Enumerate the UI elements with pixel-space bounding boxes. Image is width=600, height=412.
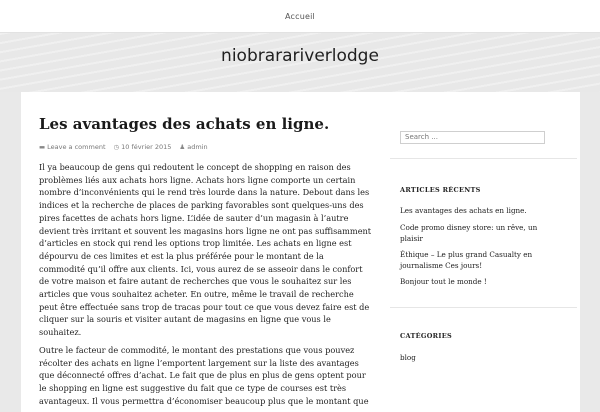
post-date[interactable] [114,143,172,151]
post-paragraph: Outre le facteur de commodité, le montant des prestations que vous pouvez récolter des achats en ligne l’emportent largement sur la liste des avantages que déconnecté offres d’achat. Le fait que de plus en plus de gens optent pour le shopping en ligne est suggestive du fait que ce type de courses est très avantageux. Il vous permettra d’économiser beaucoup plus que le montant que [39,344,369,406]
categories-title: CATÉGORIES [400,331,452,340]
categories-list [400,352,548,363]
top-navigation [0,0,600,33]
post-title[interactable]: Les avantages des achats en ligne. [39,115,330,133]
list-item [400,352,548,363]
user-icon: ♟ [179,143,186,151]
search-input[interactable] [400,131,545,144]
post-author-label: admin [187,143,208,151]
list-item [400,249,548,271]
post-date-label: 10 février 2015 [121,143,172,151]
recent-posts-list [400,205,548,287]
nav-item-accueil[interactable]: Accueil [285,11,315,21]
site-title[interactable]: niobrarariverlodge [221,46,379,66]
post-author[interactable] [179,143,207,151]
recent-post-link[interactable]: Code promo disney store: un rêve, un plaisir [400,222,538,243]
recent-posts-title: ARTICLES RÉCENTS [400,185,481,194]
post-paragraph: Il ya beaucoup de gens qui redoutent le concept de shopping en raison des problèmes liés aux achats hors ligne. Achats hors ligne comporte un certain nombre d’inconvénients qui le rend très lourde dans la nature. Debout dans les indices et la recherche de places de parking favorables sont quelques-uns des pires facettes de achats hors ligne. L’idée de sauter d’un magasin à l’autre devient très irritant et souvent les magasins hors ligne ne ont pas suffisamment d’articles en stock qui rend les options trop limitée. Les achats en ligne est dépourvu de ces limites et est la plus préférée pour le montant de la commodité qu’il offre aux clients. Ici, vous aurez de se asseoir dans le confort de votre maison et faire autant de recherches que vous le souhaitez sur les articles que vous souhaitez acheter. En outre, même le travail de recherche peut être effectuée sans trop de tracas pour tout ce que vous devez faire est de cliquer sur la souris et visiter autant de magasins en ligne que vous le souhaitez. [39,162,372,338]
comment-icon: ▬ [39,143,46,151]
clock-icon: ◷ [113,143,120,151]
list-item [400,276,548,287]
recent-post-link[interactable]: Bonjour tout le monde ! [400,276,487,286]
recent-post-link[interactable]: Éthique – Le plus grand Casualty en journalisme Ces jours! [400,249,533,270]
category-link[interactable]: blog [400,352,416,362]
post-body [39,161,372,412]
comments-link[interactable] [39,143,106,151]
post-meta [39,143,208,151]
sidebar [400,124,548,363]
recent-post-link[interactable]: Les avantages des achats en ligne. [400,205,527,215]
list-item [400,222,548,244]
comments-label: Leave a comment [47,143,106,151]
list-item [400,205,548,216]
